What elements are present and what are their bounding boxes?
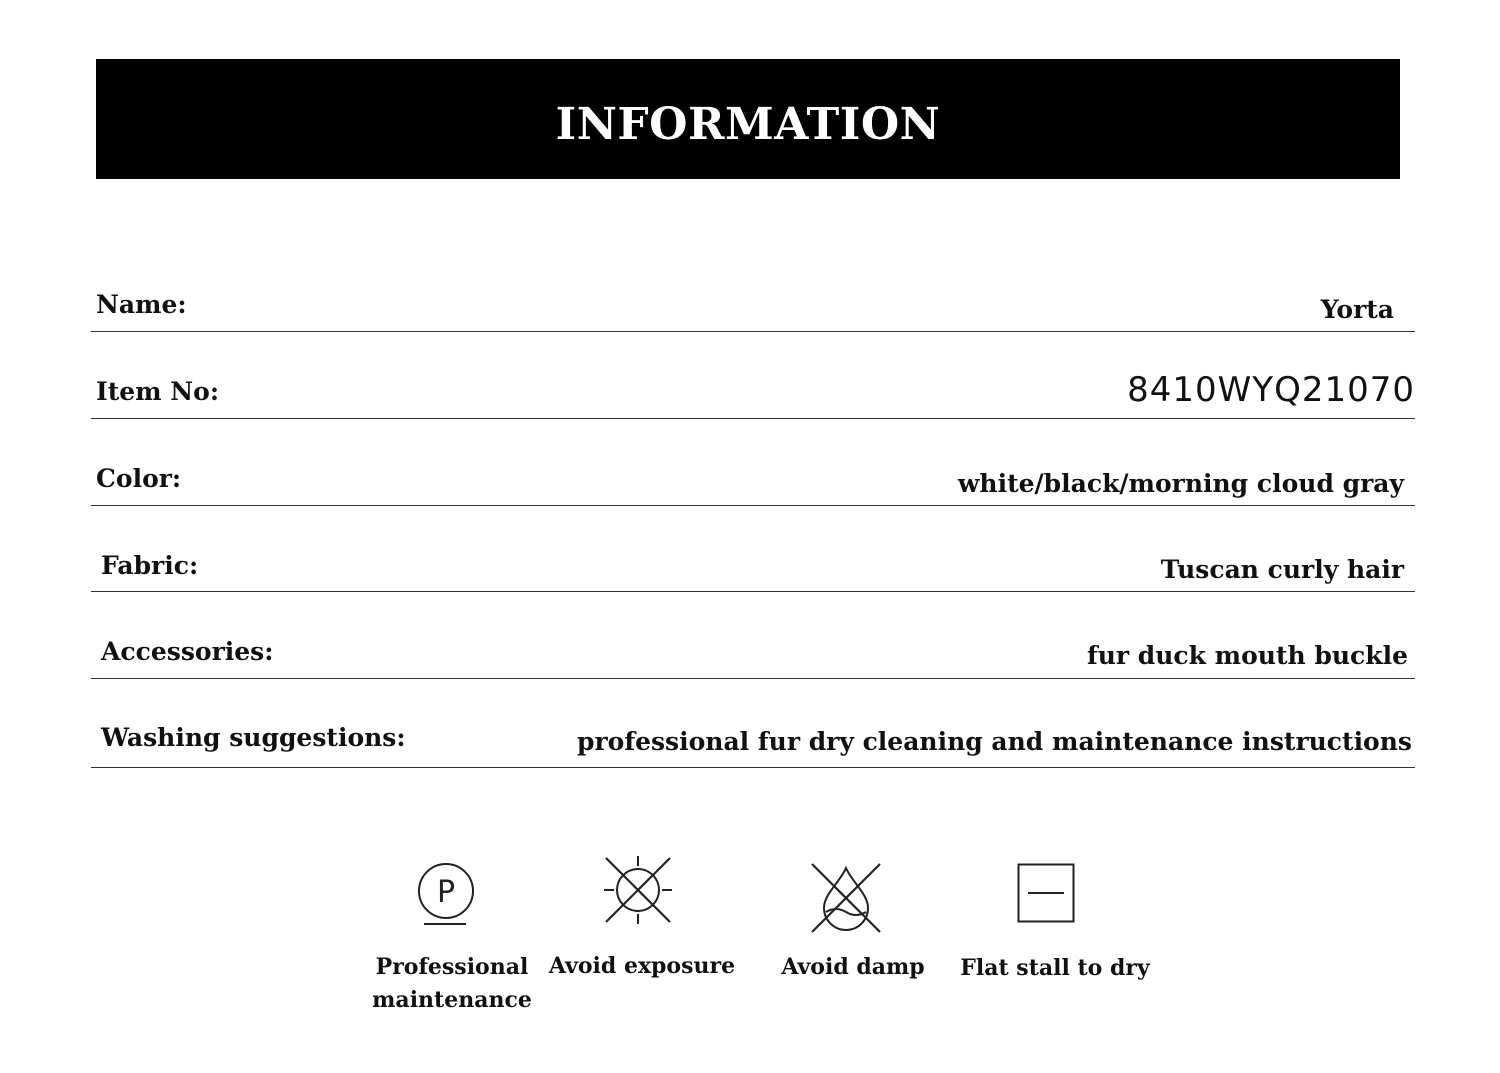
header-bar [96,59,1400,179]
item-no-value: 8410WYQ21070 [1127,370,1415,410]
no-damp-icon [808,860,884,936]
washing-label: Washing suggestions: [101,723,406,752]
no-damp-label: Avoid damp [781,954,925,980]
flat-dry-icon [1017,863,1075,923]
name-label: Name: [96,290,187,319]
no-sun-icon [600,852,676,928]
accessories-value: fur duck mouth buckle [1086,641,1408,670]
name-value: Yorta [1320,295,1394,324]
page-title: INFORMATION [555,98,941,150]
svg-text:P: P [436,875,456,910]
info-row-accessories [91,637,1415,679]
professional-care-icon [410,858,482,930]
accessories-label: Accessories: [101,637,274,666]
info-row-color [91,464,1415,506]
info-row-name [91,290,1415,332]
fabric-label: Fabric: [101,551,199,580]
info-row-item-no [91,370,1415,419]
info-row-washing [91,723,1415,768]
info-row-fabric [91,551,1415,592]
item-no-label: Item No: [96,377,220,406]
color-value: white/black/morning cloud gray [957,469,1404,498]
flat-dry-label: Flat stall to dry [960,955,1150,981]
color-label: Color: [96,464,182,493]
professional-care-label: Professional maintenance [372,954,532,1013]
washing-value: professional fur dry cleaning and maintenance instructions [577,727,1412,756]
no-sun-label: Avoid exposure [548,953,736,979]
fabric-value: Tuscan curly hair [1160,555,1404,584]
